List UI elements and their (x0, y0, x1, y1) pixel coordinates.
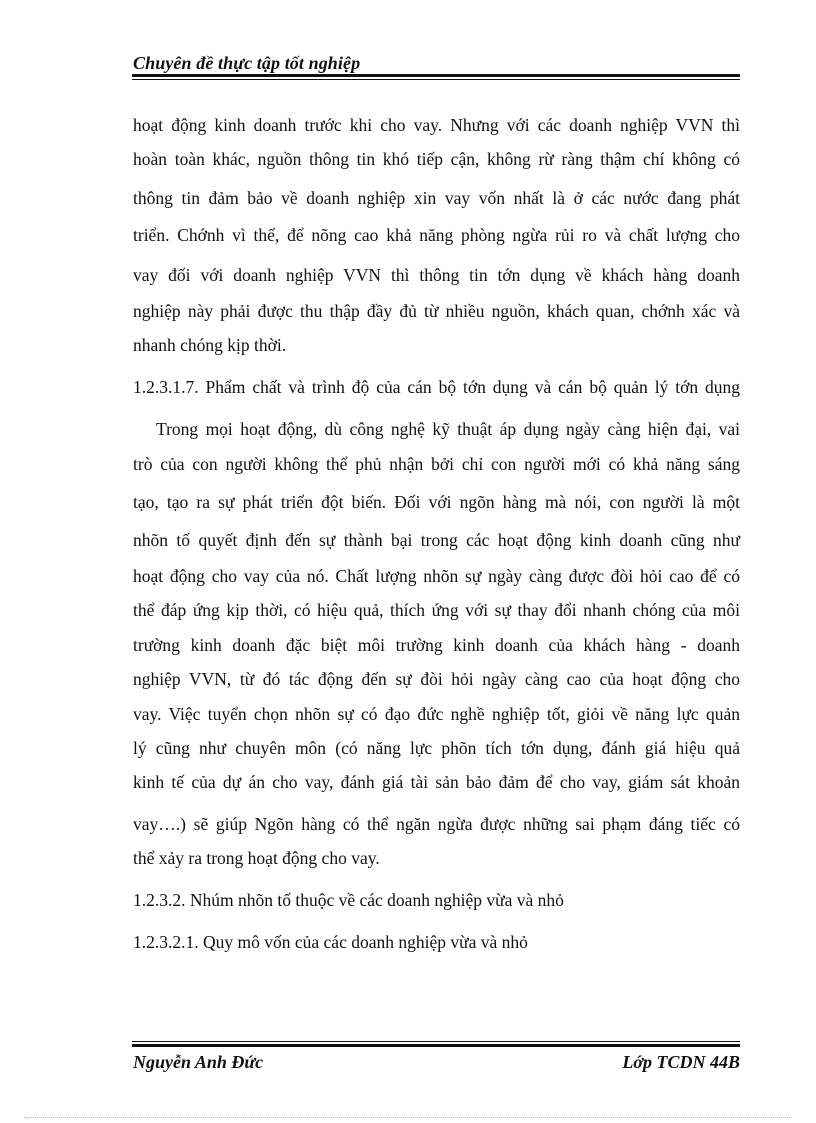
page-edge-divider (24, 1117, 792, 1118)
section-heading: 1.2.3.2. Nhúm nhõn tố thuộc về các doanh nghiệp vừa và nhỏ (133, 890, 564, 910)
text-line: thể đáp ứng kịp thời, có hiệu quả, thích ứng với sự thay đổi nhanh chóng của môi (133, 600, 740, 620)
text-line: lý cũng như chuyên môn (có năng lực phõn tích tớn dụng, đánh giá hiệu quả (133, 738, 740, 758)
text-line: Trong mọi hoạt động, dù công nghệ kỹ thuật áp dụng ngày càng hiện đại, vai (156, 419, 740, 439)
text-line: hoạt động cho vay của nó. Chất lượng nhõn sự ngày càng được đòi hỏi cao để có (133, 566, 740, 586)
text-line: nghiệp này phải được thu thập đầy đủ từ nhiều nguồn, khách quan, chớnh xác và (133, 301, 740, 321)
text-line: hoàn toàn khác, nguồn thông tin khó tiếp cận, không rừ ràng thậm chí không có (133, 149, 740, 169)
text-line: nhanh chóng kịp thời. (133, 335, 287, 355)
header-rule-thick (132, 74, 740, 77)
text-line: trò của con người không thể phủ nhận bởi chỉ con người mới có khả năng sáng (133, 454, 740, 474)
footer-class-label: Lớp TCDN 44B (622, 1052, 740, 1072)
text-line: nghiệp VVN, từ đó tác động đến sự đòi hỏi ngày càng cao của hoạt động cho (133, 669, 740, 689)
text-line: vay đối với doanh nghiệp VVN thì thông tin tớn dụng về khách hàng doanh (133, 265, 740, 285)
text-line: thông tin đảm bảo về doanh nghiệp xin vay vốn nhất là ở các nước đang phát (133, 188, 740, 208)
text-line: vay….) sẽ giúp Ngõn hàng có thể ngăn ngừa được những sai phạm đáng tiếc có (133, 814, 740, 834)
text-line: hoạt động kinh doanh trước khi cho vay. Nhưng với các doanh nghiệp VVN thì (133, 115, 740, 135)
section-heading: 1.2.3.1.7. Phẩm chất và trình độ của cán bộ tớn dụng và cán bộ quản lý tớn dụng (133, 377, 740, 397)
section-heading: 1.2.3.2.1. Quy mô vốn của các doanh nghiệp vừa và nhỏ (133, 932, 528, 952)
text-line: tạo, tạo ra sự phát triển đột biến. Đối với ngõn hàng mà nói, con người là một (133, 492, 740, 512)
footer-author: Nguyễn Anh Đức (133, 1052, 264, 1072)
footer-rule-thin (132, 1041, 740, 1042)
text-line: kinh tế của dự án cho vay, đánh giá tài sản bảo đảm để cho vay, giám sát khoản (133, 772, 740, 792)
footer-rule-thick (132, 1044, 740, 1047)
text-line: triển. Chớnh vì thế, để nõng cao khả năng phòng ngừa rủi ro và chất lượng cho (133, 225, 740, 245)
text-line: vay. Việc tuyển chọn nhõn sự có đạo đức nghề nghiệp tốt, giỏi về năng lực quản (133, 704, 740, 724)
text-line: trường kinh doanh đặc biệt môi trường kinh doanh của khách hàng - doanh (133, 635, 740, 655)
header-rule-thin (132, 79, 740, 80)
text-line: thể xảy ra trong hoạt động cho vay. (133, 848, 380, 868)
text-line: nhõn tố quyết định đến sự thành bại trong các hoạt động kinh doanh cũng như (133, 530, 740, 550)
header-title: Chuyên đề thực tập tốt nghiệp (133, 53, 361, 73)
